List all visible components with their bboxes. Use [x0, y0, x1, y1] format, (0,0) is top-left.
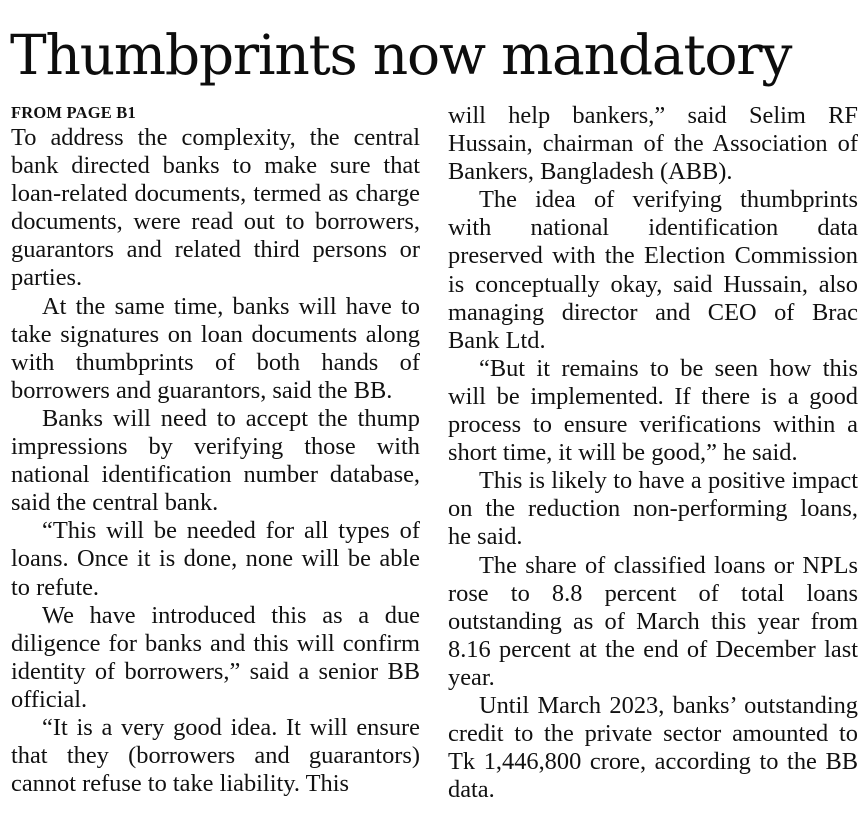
paragraph: “This will be needed for all types of loans. Once it is done, none will be able to refute. — [11, 517, 420, 601]
paragraph: This is likely to have a positive impact on the reduction non-performing loans, he said. — [448, 467, 858, 551]
paragraph: To address the complexity, the central bank directed banks to make sure that loan-related documents, termed as charge documents, were read out to borrowers, guarantors and related third persons or parties. — [11, 124, 420, 292]
paragraph: Until March 2023, banks’ outstanding credit to the private sector amounted to Tk 1,446,800 crore, according to the BB data. — [448, 691, 858, 804]
paragraph: We have introduced this as a due diligence for banks and this will confirm identity of borrowers,” said a senior BB official. — [11, 601, 420, 713]
paragraph: At the same time, banks will have to take signatures on loan documents along with thumbprints of both hands of borrowers and guarantors, said the BB. — [11, 292, 420, 404]
right-column — [448, 102, 858, 804]
paragraph: Banks will need to accept the thump impressions by verifying those with national identification number database, said the central bank. — [11, 404, 420, 517]
jump-line: FROM PAGE B1 — [11, 103, 136, 122]
paragraph: “It is a very good idea. It will ensure that they (borrowers and guarantors) cannot refuse to take liability. This — [11, 713, 420, 798]
paragraph: The share of classified loans or NPLs rose to 8.8 percent of total loans outstanding as of March this year from 8.16 percent at the end of December last year. — [448, 551, 858, 691]
paragraph: The idea of verifying thumbprints with national identification data preserved with the Election Commission is conceptually okay, said Hussain, also managing director and CEO of Brac Bank Ltd. — [448, 186, 858, 354]
left-column — [11, 102, 420, 798]
paragraph: will help bankers,” said Selim RF Hussain, chairman of the Association of Bankers, Bangladesh (ABB). — [448, 102, 858, 186]
headline: Thumbprints now mandatory — [10, 23, 792, 87]
paragraph: “But it remains to be seen how this will be implemented. If there is a good process to ensure verifications within a short time, it will be good,” he said. — [448, 354, 858, 467]
